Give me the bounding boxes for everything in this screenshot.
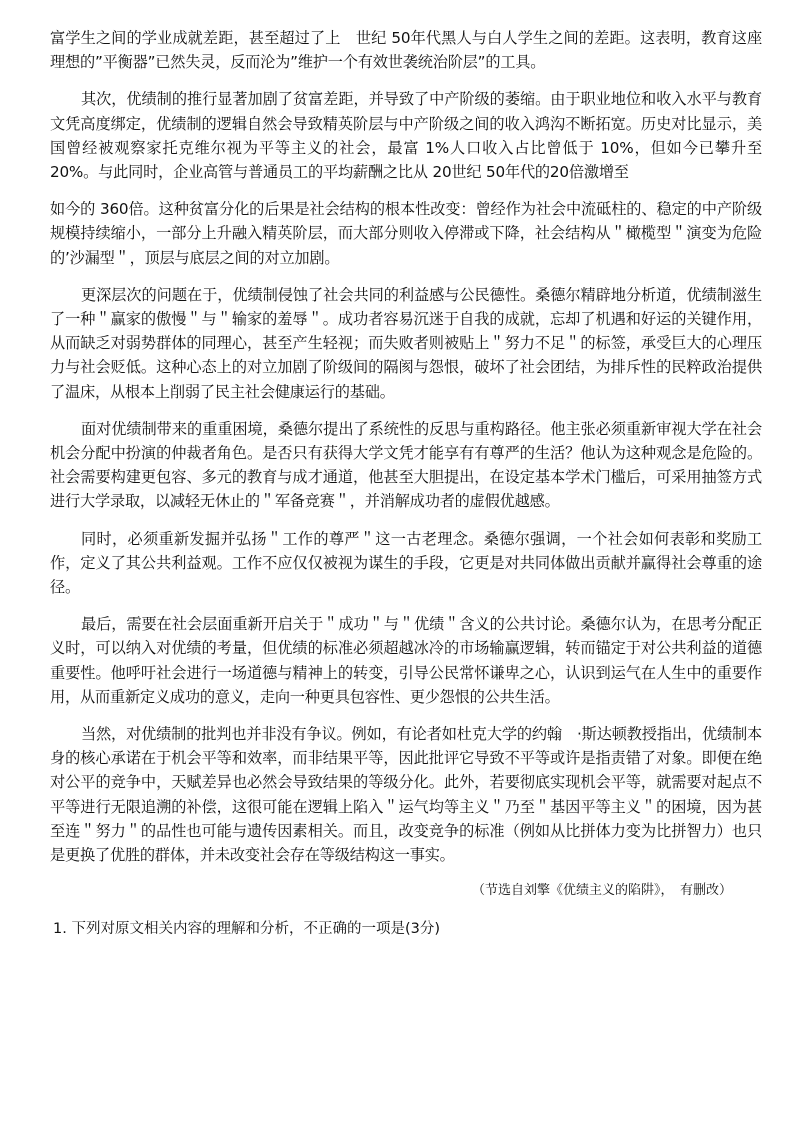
- question-1: 1. 下列对原文相关内容的理解和分析，不正确的一项是(3分): [53, 921, 440, 938]
- document-page: [50, 26, 762, 940]
- source-citation: （节选自刘擎《优绩主义的陷阱》， 有删改）: [471, 883, 732, 899]
- paragraph-3: 如今的 360倍。这种贫富分化的后果是社会结构的根本性改变：曾经作为社会中流砥柱的、稳定的中产阶级规模持续缩小，一部分上升融入精英阶层，而大部分则收入停滞或下降，社会结构从＂橄榄型＂演变为危险的’沙漏型＂，顶层与底层之间的对立加剧。: [50, 200, 762, 267]
- paragraph-8: 当然，对优绩制的批判也并非没有争议。例如，有论者如杜克大学的约翰 ·斯达顿教授指出，优绩制本身的核心承诺在于机会平等和效率，而非结果平等，因此批评它导致不平等或许是指责错了对象。即便在绝对公平的竞争中，天赋差异也必然会导致结果的等级分化。此外，若要彻底实现机会平等，就需要对起点不平等进行无限追溯的补偿，这很可能在逻辑上陷入＂运气均等主义＂乃至＂基因平等主义＂的困境，因为甚至连＂努力＂的品性也可能与遗传因素相关。而且，改变竞争的标准（例如从比拼体力变为比拼智力）也只是更换了优胜的群体，并未改变社会存在等级结构这一事实。: [50, 725, 762, 865]
- paragraph-4: 更深层次的问题在于，优绩制侵蚀了社会共同的利益感与公民德性。桑德尔精辟地分析道，优绩制滋生了一种＂赢家的傲慢＂与＂输家的羞辱＂。成功者容易沉迷于自我的成就，忘却了机遇和好运的关键作用，从而缺乏对弱势群体的同理心，甚至产生轻视；而失败者则被贴上＂努力不足＂的标签，承受巨大的心理压力与社会贬低。这种心态上的对立加剧了阶级间的隔阂与怨恨，破坏了社会团结，为排斥性的民粹政治提供了温床，从根本上削弱了民主社会健康运行的基础。: [50, 285, 762, 401]
- paragraph-5: 面对优绩制带来的重重困境，桑德尔提出了系统性的反思与重构路径。他主张必须重新审视大学在社会机会分配中扮演的仲裁者角色。是否只有获得大学文凭才能享有有尊严的生活？他认为这种观念是危险的。社会需要构建更包容、多元的教育与成才通道，他甚至大胆提出，在设定基本学术门槛后，可采用抽签方式进行大学录取，以减轻无休止的＂军备竞赛＂，并消解成功者的虚假优越感。: [50, 419, 762, 511]
- paragraph-1: 富学生之间的学业成就差距，甚至超过了上 世纪 50年代黑人与白人学生之间的差距。这表明，教育这座理想的”平衡器”已然失灵，反而沦为”维护一个有效世袭统治阶层”的工具。: [50, 29, 762, 72]
- paragraph-7: 最后，需要在社会层面重新开启关于＂成功＂与＂优绩＂含义的公共讨论。桑德尔认为，在思考分配正义时，可以纳入对优绩的考量，但优绩的标准必须超越冰冷的市场输赢逻辑，转而锚定于对公共利益的道德重要性。他呼吁社会进行一场道德与精神上的转变，引导公民常怀谦卑之心，认识到运气在人生中的重要作用，从而重新定义成功的意义，走向一种更具包容性、更少怨恨的公共生活。: [50, 615, 762, 706]
- paragraph-6: 同时，必须重新发掘并弘扬＂工作的尊严＂这一古老理念。桑德尔强调，一个社会如何表彰和奖励工作，定义了其公共利益观。工作不应仅仅被视为谋生的手段，它更是对共同体做出贡献并赢得社会尊重的途径。: [50, 529, 762, 597]
- paragraph-2: 其次，优绩制的推行显著加剧了贫富差距，并导致了中产阶级的萎缩。由于职业地位和收入水平与教育文凭高度绑定，优绩制的逻辑自然会导致精英阶层与中产阶级之间的收入鸿沟不断拓宽。历史对比显示，美国曾经被观察家托克维尔视为平等主义的社会，最富 1%人口收入占比曾低于 10%，但如今已攀升至 20%。与此同时，企业高管与普通员工的平均薪酬之比从 20世纪 50年代的20倍激增至: [50, 90, 762, 182]
